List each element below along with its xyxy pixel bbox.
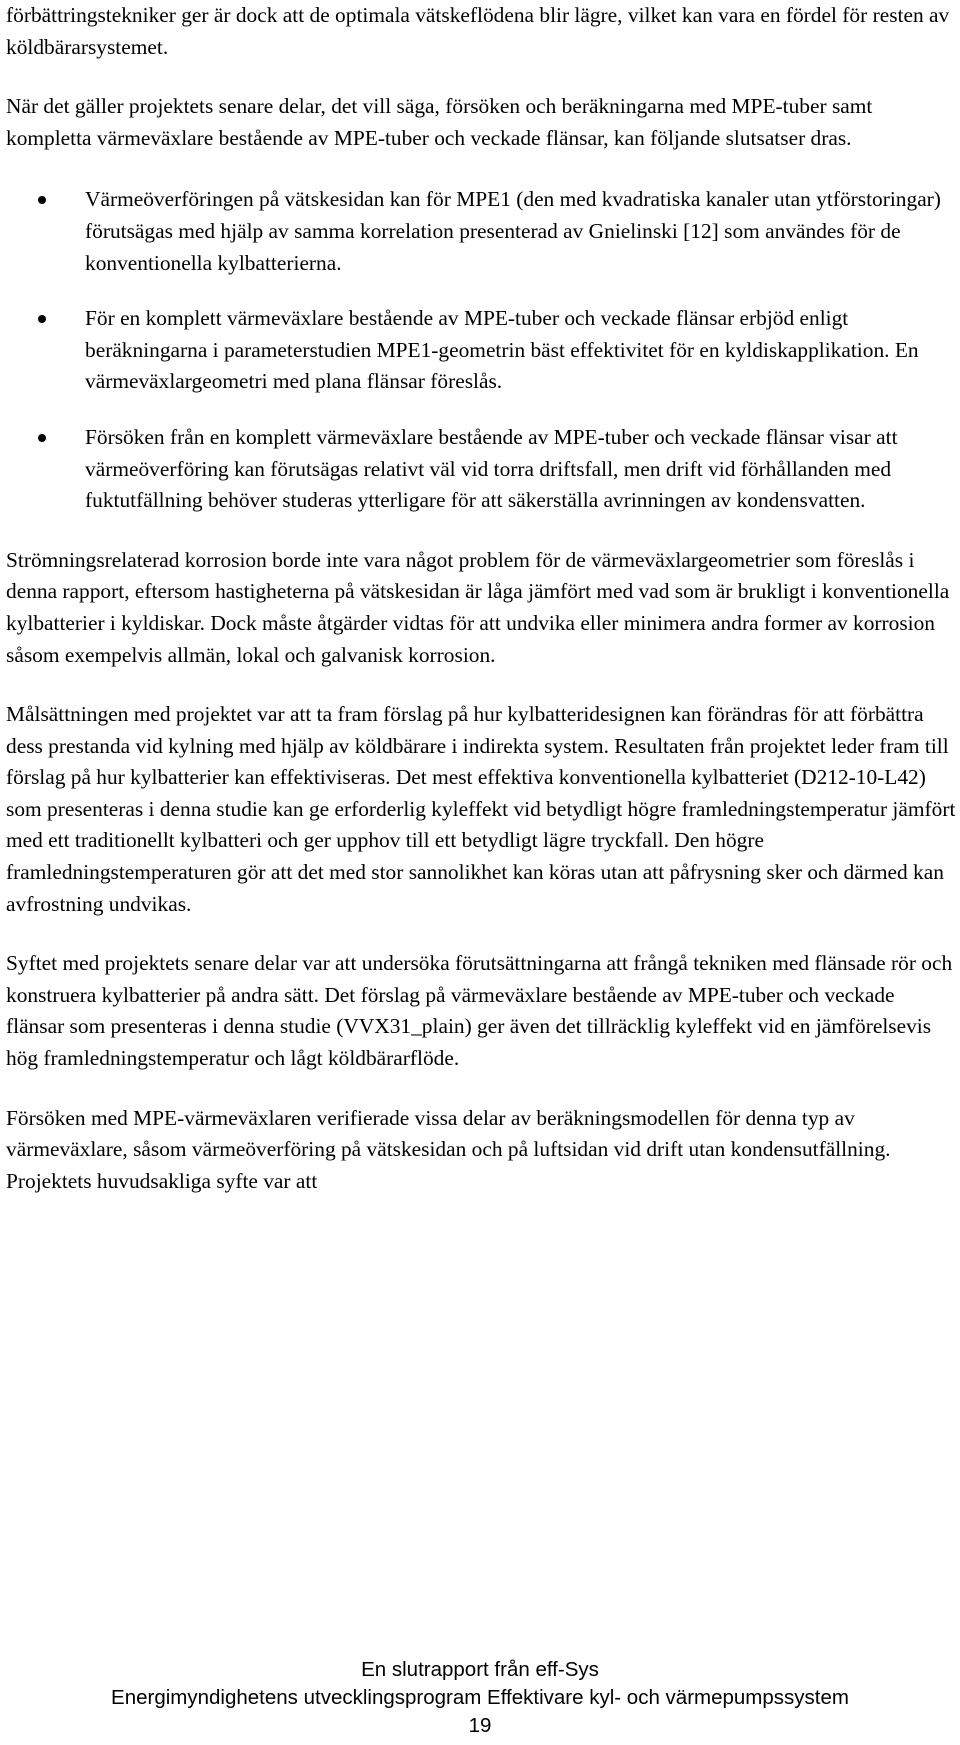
page-number: 19 (468, 1714, 492, 1737)
bullet-icon (38, 196, 46, 204)
paragraph-corrosion: Strömningsrelaterad korrosion borde inte vara något problem för de värmeväxlargeometrier som föreslås i denna rapport, eftersom hastigheterna på vätskesidan är låga jämfört med vad som är brukligt i konventionella kylbatterier i kyldiskar. Dock måste åtgärder vidtas för att undvika eller minimera andra former av korrosion såsom exempelvis allmän, lokal och galvanisk korrosion. (6, 547, 950, 667)
paragraph-conclusions-intro: När det gäller projektets senare delar, det vill säga, försöken och beräkningarna med MPE-tuber samt kompletta värmeväxlare bestående av MPE-tuber och veckade flänsar, kan följande slutsatser dras. (6, 94, 873, 150)
document-body (6, 0, 956, 1197)
list-item (6, 303, 956, 398)
list-item-text: Försöken från en komplett värmeväxlare bestående av MPE-tuber och veckade flänsar visar att värmeöverföring kan förutsägas relativt väl vid torra driftsfall, men drift vid förhållanden med fuktutfällning behöver studeras ytterligare för att säkerställa avrinningen av kondensvatten. (85, 424, 898, 513)
list-item-text: För en komplett värmeväxlare bestående av MPE-tuber och veckade flänsar erbjöd enligt beräkningarna i parameterstudien MPE1-geometrin bäst effektivitet för en kyldiskapplikation. En värmeväxlargeometri med plana flänsar föreslås. (85, 306, 919, 394)
list-item (6, 422, 956, 517)
paragraph-objective: Målsättningen med projektet var att ta fram förslag på hur kylbatteridesignen kan förändras för att förbättra dess prestanda vid kylning med hjälp av köldbärare i indirekta system. Resultaten från projektet leder fram till förslag på hur kylbatterier kan effektiviseras. Det mest effektiva konventionella kylbatteriet (D212-10-L42) som presenteras i denna studie kan ge erforderlig kyleffekt vid betydligt högre framledningstemperatur jämfört med ett traditionellt kylbatteri och ger upphov till ett betydligt lägre tryckfall. Den högre framledningstemperaturen gör att det med stor sannolikhet kan köras utan att påfrysning sker och därmed kan avfrostning undvikas. (6, 702, 956, 916)
list-item-text: Värmeöverföringen på vätskesidan kan för MPE1 (den med kvadratiska kanaler utan ytförstoringar) förutsägas med hjälp av samma korrelation presenterad av Gnielinski [12] som användes för de konventionella kylbatterierna. (85, 187, 941, 275)
list-item (6, 184, 956, 279)
footer-program: Energimyndighetens utvecklingsprogram Effektivare kyl- och värmepumpssystem (111, 1686, 849, 1709)
paragraph-purpose: Syftet med projektets senare delar var att undersöka förutsättningarna att frångå tekniken med flänsade rör och konstruera kylbatterier på andra sätt. Det förslag på värmeväxlare bestående av MPE-tuber och veckade flänsar som presenteras i denna studie (VVX31_plain) ger även det tillräcklig kyleffekt vid en jämförelsevis hög framledningstemperatur och lågt köldbärarflöde. (6, 951, 953, 1071)
conclusions-list (6, 184, 956, 516)
bullet-icon (38, 434, 46, 442)
footer-report-title: En slutrapport från eff-Sys (361, 1658, 599, 1681)
bullet-icon (38, 315, 46, 323)
paragraph-experiments: Försöken med MPE-värmeväxlaren verifierade vissa delar av beräkningsmodellen för denna typ av värmeväxlare, såsom värmeöverföring på vätskesidan och på luftsidan vid drift utan kondensutfällning. Projektets huvudsakliga syfte var att (6, 1105, 891, 1193)
paragraph-intro-continued: förbättringstekniker ger är dock att de optimala vätskeflödena blir lägre, vilket kan vara en fördel för resten av köldbärarsystemet. (6, 3, 950, 59)
